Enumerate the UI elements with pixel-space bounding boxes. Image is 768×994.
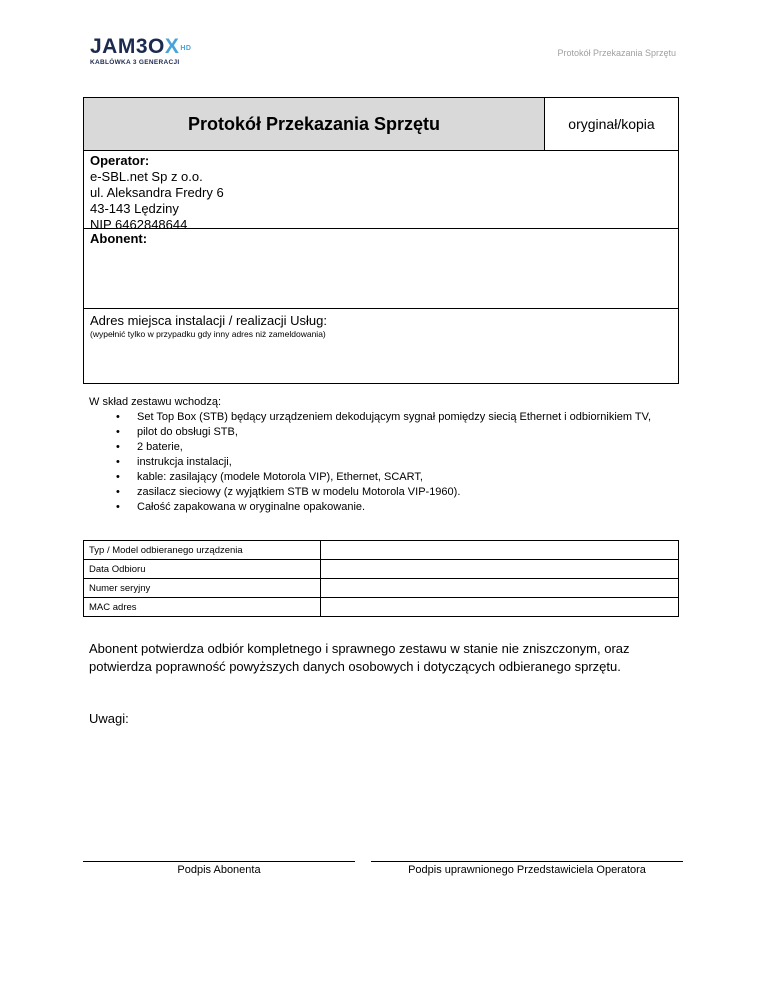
- bullet-icon: •: [116, 456, 120, 468]
- list-item: • kable: zasilający (modele Motorola VIP), Ethernet, SCART,: [116, 471, 423, 483]
- operator-signature-label: Podpis uprawnionego Przedstawiciela Operatora: [408, 864, 646, 876]
- header-document-title: Protokół Przekazania Sprzętu: [557, 48, 676, 58]
- jambox-logo: [90, 36, 191, 66]
- logo-wordmark: $JAM3OX^{HD}$: [90, 35, 192, 58]
- document-title: Protokół Przekazania Sprzętu: [84, 98, 545, 150]
- bullet-icon: •: [116, 441, 120, 453]
- title-row: [84, 98, 678, 151]
- operator-signature-line[interactable]: [371, 861, 683, 876]
- logo-subtitle: KABLÓWKA 3 GENERACJI: [90, 59, 180, 66]
- operator-section: [84, 151, 678, 232]
- operator-line: 43-143 Lędziny: [90, 201, 179, 216]
- serial-number-value[interactable]: [321, 579, 679, 598]
- list-item: • Całość zapakowana w oryginalne opakowanie.: [116, 501, 366, 513]
- list-item: • pilot do obsługi STB,: [116, 426, 238, 438]
- mac-address-label: MAC adres: [84, 598, 321, 617]
- list-item: • instrukcja instalacji,: [116, 456, 232, 468]
- operator-line: ul. Aleksandra Fredry 6: [90, 185, 224, 200]
- list-item: • Set Top Box (STB) będący urządzeniem dekodującym sygnał pomiędzy siecią Ethernet i odbiornikiem TV,: [116, 411, 652, 423]
- kit-intro: W skład zestawu wchodzą:: [89, 396, 222, 408]
- pickup-date-label: Data Odbioru: [84, 560, 321, 579]
- copy-type-label: oryginał/kopia: [568, 116, 655, 132]
- kit-list: [89, 410, 679, 515]
- serial-number-label: Numer seryjny: [84, 579, 321, 598]
- table-row: [84, 579, 679, 598]
- subscriber-signature-line[interactable]: [83, 861, 355, 876]
- bullet-icon: •: [116, 411, 120, 423]
- bullet-icon: •: [116, 486, 120, 498]
- address-note: (wypełnić tylko w przypadku gdy inny adres niż zameldowania): [90, 329, 326, 339]
- operator-line: e-SBL.net Sp z o.o.: [90, 169, 203, 184]
- confirmation-text: Abonent potwierdza odbiór kompletnego i sprawnego zestawu w stanie nie zniszczonym, oraz potwierdza poprawność powyższych danych osobowych i dotyczących odbieranego sprzętu.: [89, 641, 630, 674]
- bullet-icon: •: [116, 501, 120, 513]
- device-table: [83, 540, 679, 617]
- subscriber-signature-label: Podpis Abonenta: [177, 864, 261, 876]
- table-row: [84, 560, 679, 579]
- address-label: Adres miejsca instalacji / realizacji Usług:: [90, 313, 327, 328]
- device-type-label: Typ / Model odbieranego urządzenia: [84, 541, 321, 560]
- abonent-label: Abonent:: [90, 231, 148, 246]
- abonent-field[interactable]: [84, 229, 678, 309]
- remarks-label: Uwagi:: [89, 711, 129, 726]
- pickup-date-value[interactable]: [321, 560, 679, 579]
- protocol-form: [83, 97, 679, 384]
- table-row: [84, 598, 679, 617]
- operator-line: NIP 6462848644: [90, 217, 188, 232]
- table-row: [84, 541, 679, 560]
- address-field[interactable]: [84, 309, 678, 383]
- bullet-icon: •: [116, 471, 120, 483]
- list-item: • 2 baterie,: [116, 441, 183, 453]
- device-type-value[interactable]: [321, 541, 679, 560]
- operator-label: Operator:: [90, 153, 150, 168]
- mac-address-value[interactable]: [321, 598, 679, 617]
- list-item: • zasilacz sieciowy (z wyjątkiem STB w modelu Motorola VIP-1960).: [116, 486, 461, 498]
- bullet-icon: •: [116, 426, 120, 438]
- kit-contents: [89, 395, 679, 515]
